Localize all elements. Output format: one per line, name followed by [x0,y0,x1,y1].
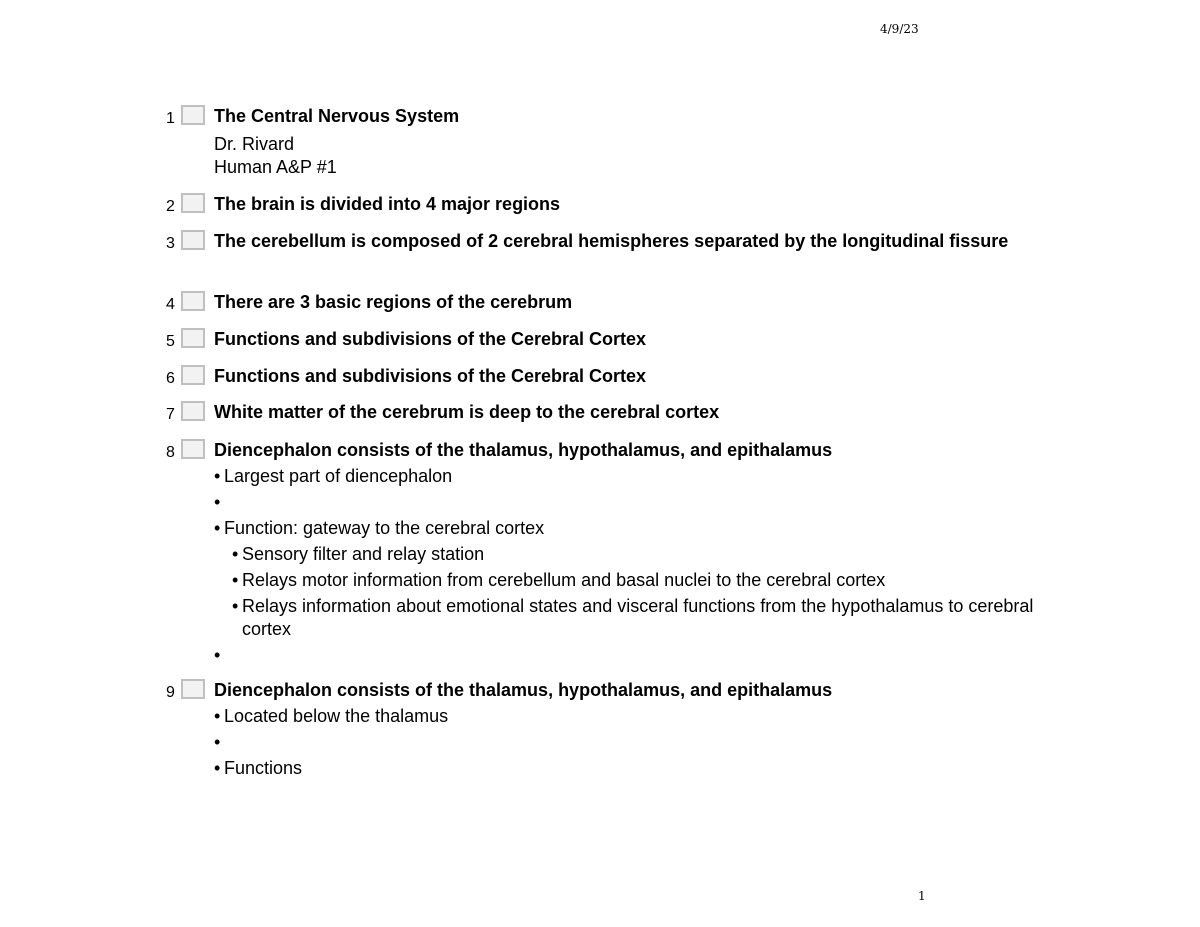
bullet-item-empty [214,731,1054,754]
slide-title: Diencephalon consists of the thalamus, hypothalamus, and epithalamus [214,440,833,460]
slide-title: White matter of the cerebrum is deep to the cerebral cortex [214,402,720,422]
slide-title: Functions and subdivisions of the Cerebral Cortex [214,329,647,349]
bullet-item-empty [214,644,1054,667]
sub-bullet-item: • Relays motor information from cerebellum and basal nuclei to the cerebral cortex [214,569,1054,592]
bullet-item: • Located below the thalamus [214,705,1054,728]
page-number: 1 [918,889,926,903]
slide-number: 2 [166,198,175,215]
bullet-item-empty [214,491,1054,514]
bullet-item: • Largest part of diencephalon [214,465,1054,488]
slide-number: 5 [166,333,175,350]
slide-number: 1 [166,110,175,127]
slide-thumbnail-box [181,328,205,348]
slide-title: The Central Nervous System [214,106,460,126]
slide-number: 7 [166,406,175,423]
bullet-item: • Function: gateway to the cerebral cortex [214,517,1054,540]
slide-number: 6 [166,370,175,387]
slide-subtitle-line: Dr. Rivard [214,134,295,154]
slide-title: Functions and subdivisions of the Cerebral Cortex [214,366,647,386]
slide-title: The brain is divided into 4 major regions [214,194,561,214]
sub-bullet-item: • Relays information about emotional states and visceral functions from the hypothalamus to cerebral cortex [214,595,1054,641]
slide-bullet-list [214,465,1054,670]
slide-title: There are 3 basic regions of the cerebrum [214,292,573,312]
slide-thumbnail-box [181,193,205,213]
slide-number: 8 [166,444,175,461]
slide-thumbnail-box [181,105,205,125]
slide-number: 4 [166,296,175,313]
slide-thumbnail-box [181,679,205,699]
slide-thumbnail-box [181,230,205,250]
page-date: 4/9/23 [880,22,919,36]
slide-subtitle-line: Human A&P #1 [214,157,337,177]
slide-number: 9 [166,684,175,701]
slide-thumbnail-box [181,401,205,421]
slide-subtitle-lines [214,133,1054,179]
slide-number: 3 [166,235,175,252]
slide-thumbnail-box [181,439,205,459]
slide-thumbnail-box [181,291,205,311]
slide-title: The cerebellum is composed of 2 cerebral hemispheres separated by the longitudinal fissure [214,231,1009,251]
bullet-item: • Functions [214,757,1054,780]
sub-bullet-item: • Sensory filter and relay station [214,543,1054,566]
slide-bullet-list [214,705,1054,783]
slide-title: Diencephalon consists of the thalamus, hypothalamus, and epithalamus [214,680,833,700]
slide-thumbnail-box [181,365,205,385]
